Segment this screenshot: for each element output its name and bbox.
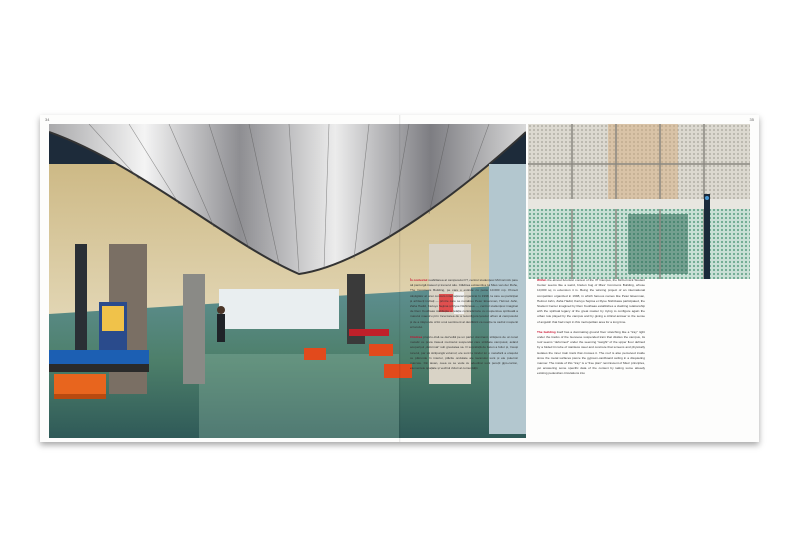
paragraph bbox=[410, 278, 518, 330]
paragraph bbox=[537, 330, 645, 377]
facade-photo bbox=[528, 124, 750, 279]
paragraph bbox=[410, 335, 518, 371]
paragraph bbox=[537, 278, 645, 325]
spine-gutter bbox=[399, 115, 401, 442]
page-number-left: 34 bbox=[45, 117, 50, 122]
paragraph-lead: The building bbox=[537, 329, 556, 334]
paragraph-text: the almost futuristic context of the IIT Campus, the McCormick Student Center seems like a weird, brazen bug of Mies' Commons Building, whose 10,000 sq m extension it is. Being the winning project of an international competition organized in 1998, in which famous names like Peter Eisenman, Helmut Jahn, Zaha Hadid, Kazuyo Sejima et Ryue Nishizawa participated, the Student Center imagined by Rem Koolhaas establishes a clashing relationship with the spiritual legacy of the great master by trying to configure again the urban role played by the campus and by giving a critical answer to the sense of anguish that had crept in this metropolitan area for a long time. bbox=[537, 278, 645, 324]
page-number-right: 35 bbox=[749, 117, 754, 122]
paragraph-lead: Clădirea bbox=[410, 335, 423, 340]
text-column-romanian bbox=[410, 278, 518, 376]
magazine-spread bbox=[40, 115, 759, 442]
text-column-english bbox=[537, 278, 645, 382]
facade-photo-graphic bbox=[528, 124, 750, 279]
paragraph-lead: În contextul bbox=[410, 278, 428, 282]
paragraph-text: propriu-zisă se dezvoltă pe un parter dominant, străpuns de un tunel metalic ce preia traseul metroului suspendat care străbate campusul, având acoperișul „deformat” sub greutatea sa. O suprafață de beton a foilor și, însuși tunelul, par să străpungă volumul; ele sunt la rândul lor o metaforă a orașului ce pătrunde în interior, plăcile ondulate ale tavanului sunt și ele puternic marcate. Din tavan, ceea ce se vede cu adevărat sunt pereții gips-carton, elementele spațiale și vechiul ziduri al comunității. bbox=[410, 335, 518, 371]
paragraph-text: itself has a dominating ground floor stretching like a "tray" right under the tracks of the Genoese suspended train that divides the campus, its roof seems "deformed" under the seeming "weight" of the upper floor defined by a folded tin tube of stainless steel and concrete that screens and physically isolates the inner train track that crosses it. The roof is also perceived inside since the metal surfaces pierce the gypsum-cardboard ceiling in a disquieting manner. The inside of this "tray" is a "free plan" reminiscent of Mies' principles, yet answering some specific data of the context by taking some already existing pedestrian circulations into bbox=[537, 329, 645, 376]
paragraph-text: reabilitarea al campusului IIT, centrul studențesc McCormick pare să parcurgă traseul și trenerul său. Clădirea existentă a lui Mies van der Rohe, The Commons Building, pe care o extinde cu peste 10.000 mp. Proiect câștigător al unui concurs internațional organizat în 1998, la care au participat și arhitecți invitați — printre care se numărau Peter Eisenman, Helmut Jahn, Zaha Hadid, Kazuyo Sejima și Ryue Nishizawa —, centrul studențesc imaginat de Rem Koolhaas stabilește o relație contradictorie cu moștenirea spirituală a marelui maestru prin încercarea de a reconfigura țesutul urban al campusului și de a răspunde critic unui sentiment al desfătării ca reacție la cadrul moștenit al locului. bbox=[410, 278, 518, 329]
paragraph-lead: Within bbox=[537, 278, 547, 282]
